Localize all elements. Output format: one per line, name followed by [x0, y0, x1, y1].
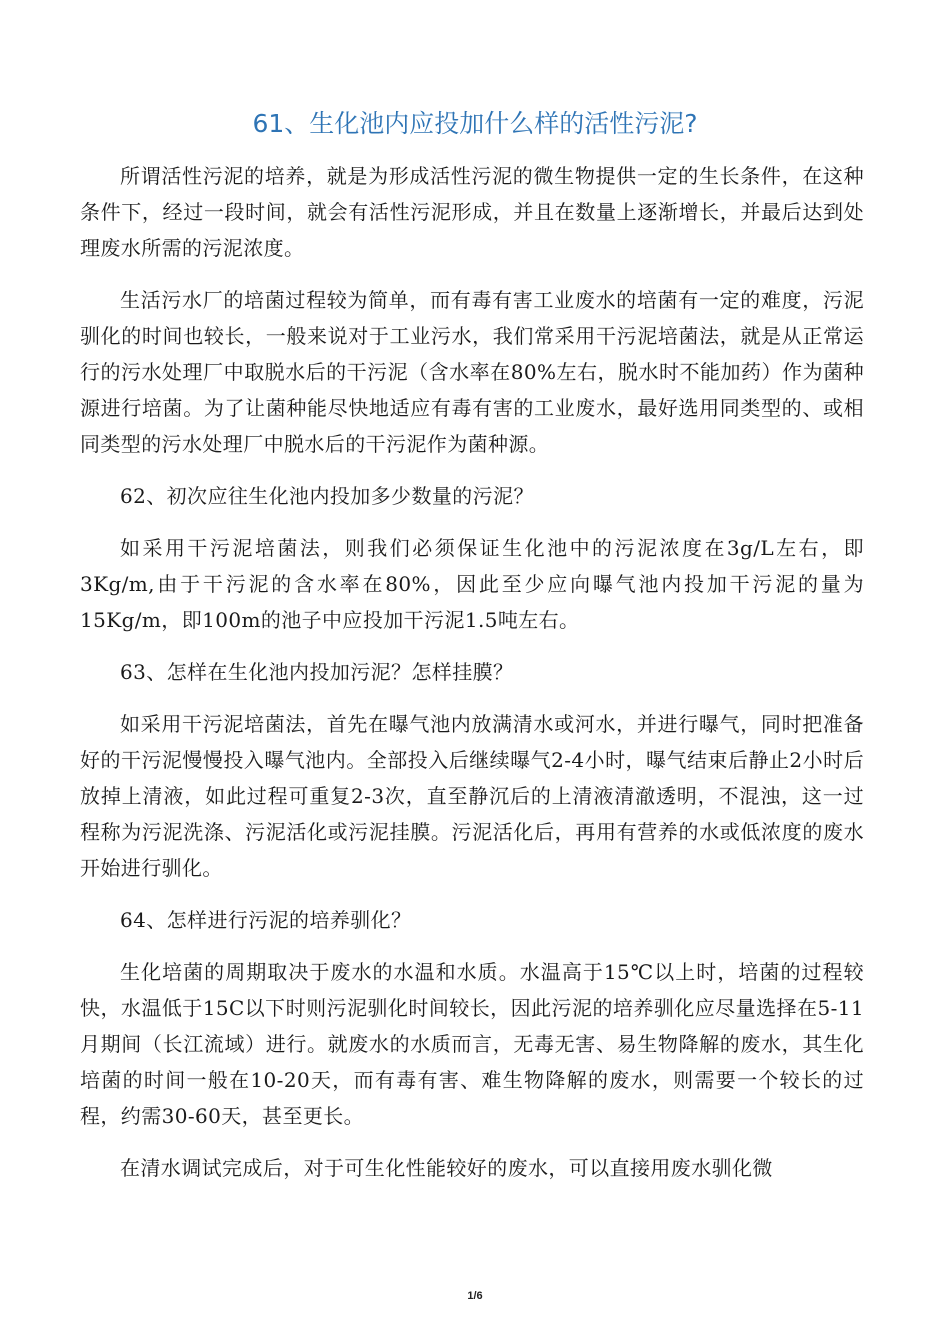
paragraph-culture-definition: 所谓活性污泥的培养，就是为形成活性污泥的微生物提供一定的生长条件，在这种条件下，经过一段时间，就会有活性污泥形成，并且在数量上逐渐增长，并最后达到处理废水所需的污泥浓度。: [80, 164, 864, 260]
page-title: 61、生化池内应投加什么样的活性污泥?: [252, 109, 698, 138]
question-62-heading: 62、初次应往生化池内投加多少数量的污泥？: [120, 484, 534, 508]
paragraph-continued: 在清水调试完成后，对于可生化性能较好的废水，可以直接用废水驯化微: [120, 1156, 773, 1180]
page-number: 1/6: [467, 1290, 483, 1302]
paragraph-dry-sludge-method: 生活污水厂的培菌过程较为简单，而有毒有害工业废水的培菌有一定的难度，污泥驯化的时间也较长，一般来说对于工业污水，我们常采用干污泥培菌法，就是从正常运行的污水处理厂中取脱水后的干污泥（含水率在80%左右，脱水时不能加药）作为菌种源进行培菌。为了让菌种能尽快地适应有毒有害的工业废水，最好选用同类型的、或相同类型的污水处理厂中脱水后的干污泥作为菌种源。: [80, 288, 864, 456]
document-body: [80, 158, 864, 1202]
paragraph-sludge-dosing: 如采用干污泥培菌法，首先在曝气池内放满清水或河水，并进行曝气，同时把准备好的干污泥慢慢投入曝气池内。全部投入后继续曝气2-4小时，曝气结束后静止2小时后放掉上清液，如此过程可重复2-3次，直至静沉后的上清液清澈透明，不混浊，这一过程称为污泥洗涤、污泥活化或污泥挂膜。污泥活化后，再用有营养的水或低浓度的废水开始进行驯化。: [80, 712, 864, 880]
paragraph-sludge-quantity: 如采用干污泥培菌法，则我们必须保证生化池中的污泥浓度在3g/L左右，即3Kg/m,由于干污泥的含水率在80%，因此至少应向曝气池内投加干污泥的量为15Kg/m，即100m的池子中应投加干污泥1.5吨左右。: [80, 536, 864, 632]
question-64-heading: 64、怎样进行污泥的培养驯化？: [120, 908, 412, 932]
question-63-heading: 63、怎样在生化池内投加污泥？怎样挂膜？: [120, 660, 514, 684]
paragraph-culture-period: 生化培菌的周期取决于废水的水温和水质。水温高于15℃以上时，培菌的过程较快，水温低于15C以下时则污泥驯化时间较长，因此污泥的培养驯化应尽量选择在5-11月期间（长江流域）进行。就废水的水质而言，无毒无害、易生物降解的废水，其生化培菌的时间一般在10-20天，而有毒有害、难生物降解的废水，则需要一个较长的过程，约需30-60天，甚至更长。: [80, 960, 864, 1128]
